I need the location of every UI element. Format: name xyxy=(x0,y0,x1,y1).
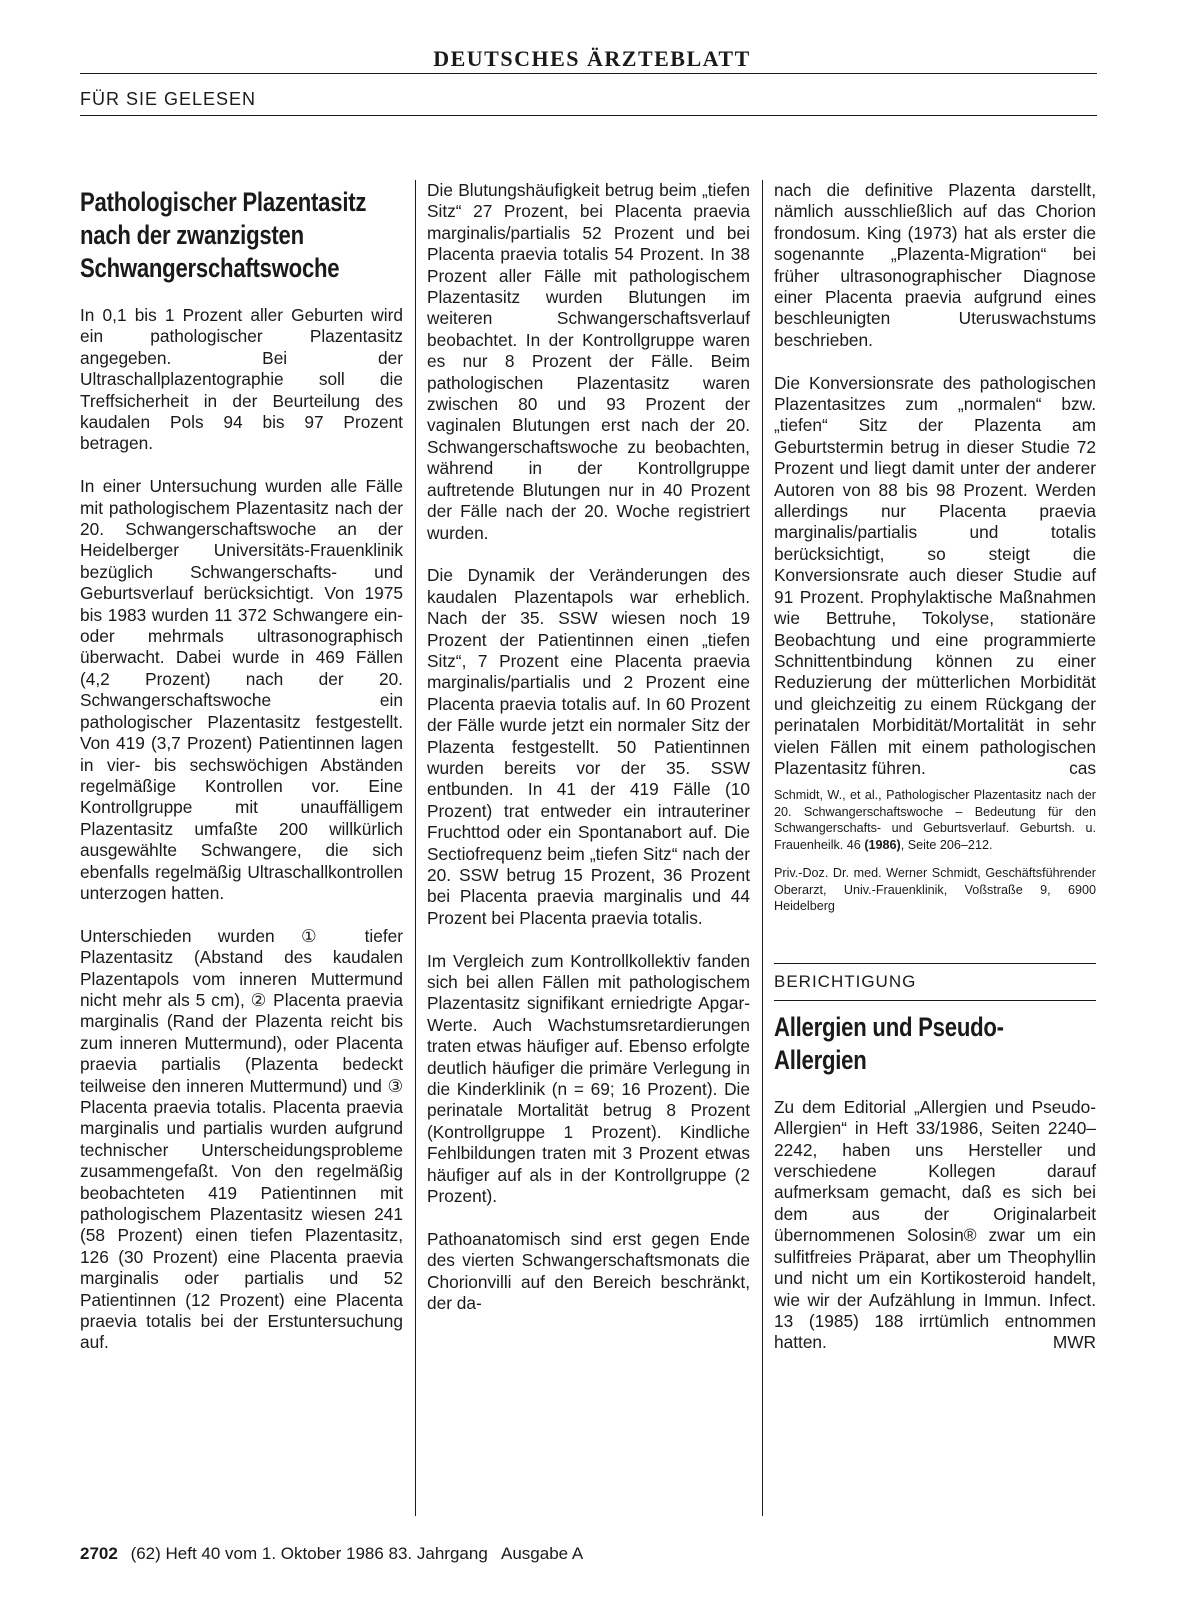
article-column-1 xyxy=(80,180,403,1375)
header-rule-bottom xyxy=(80,115,1097,116)
correction-body xyxy=(774,1097,1096,1354)
correction-label: BERICHTIGUNG xyxy=(774,971,917,991)
page-number: 2702 xyxy=(80,1544,118,1563)
reference-pages: , Seite 206–212. xyxy=(900,837,993,852)
column-divider-1 xyxy=(415,180,416,1516)
reference-text: Schmidt, W., et al., Pathologischer Plazentasitz nach der 20. Schwangerschaftswoche – Bedeutung für den Schwangerschafts- und Geburtsverlauf. Geburtsh. u. Frauenheilk. 46 xyxy=(774,788,1096,852)
article-paragraph-text: Die Konversionsrate des pathologischen Plazentasitzes zum „normalen“ bzw. „tiefen“ Sitz der Plazenta am Geburtstermin betrug in dieser Studie 72 Prozent und liegt damit unter der anderer Autoren von 88 bis 98 Prozent. Werden allerdings nur Placenta praevia marginalis/partialis und totalis berücksichtigt, so steigt die Konversionsrate auch dieser Studie auf 91 Prozent. Prophylaktische Maßnahmen wie Bettruhe, Tokolyse, stationäre Beobachtung und eine programmierte Schnittentbindung können zu einer Reduzierung der mütterlichen Morbidität und gleichzeitig zu einem Rückgang der perinatalen Morbidität/Mortalität in sehr vielen Fällen mit einem pathologischen Plazentasitz führen. xyxy=(774,372,1096,778)
article-paragraph: In einer Untersuchung wurden alle Fälle mit pathologischem Plazentasitz nach der 20. Schwangerschaftswoche an der Heidelberger Universitäts-Frauenklinik bezüglich Schwangerschafts- und Geburtsverlauf berücksichtigt. Von 1975 bis 1983 wurden 11 372 Schwangere ein- oder mehrmals ultrasonographisch überwacht. Dabei wurde in 469 Fällen (4,2 Prozent) nach der 20. Schwangerschaftswoche ein pathologischer Plazentasitz festgestellt. Von 419 (3,7 Prozent) Patientinnen lagen in vier- bis sechswöchigen Abständen regelmäßige Kontrollen vor. Eine Kontrollgruppe mit unauffälligem Plazentasitz umfaßte 200 willkürlich ausgewählte Schwangere, die sich ebenfalls regelmäßig Ultraschallkontrollen unterzogen hatten. xyxy=(80,476,403,903)
reference-year: (1986) xyxy=(864,837,901,852)
article-paragraph: Die Blutungshäufigkeit betrug beim „tiefen Sitz“ 27 Prozent, bei Placenta praevia marginalis/partialis 52 Prozent und bei Placenta praevia totalis 54 Prozent. In 38 Prozent aller Fälle mit pathologischem Plazentasitz wurden Blutungen im weiteren Schwangerschaftsverlauf beobachtet. In der Kontrollgruppe waren es nur 8 Prozent der Fälle. Beim pathologischen Plazentasitz waren zwischen 80 und 93 Prozent der vaginalen Blutungen erst nach der 20. Schwangerschaftswoche zu beobachten, während in der Kontrollgruppe auftretende Blutungen nur in 40 Prozent der Fälle nach der 20. Woche registriert wurden. xyxy=(427,180,750,543)
article-paragraph: Pathoanatomisch sind erst gegen Ende des vierten Schwangerschaftsmonats die Chorionvilli auf den Bereich beschränkt, der da- xyxy=(427,1228,750,1314)
masthead: DEUTSCHES ÄRZTEBLATT xyxy=(433,46,751,71)
article-title: Pathologischer Plazentasitz nach der zwanzigsten Schwangerschaftswoche xyxy=(80,187,367,283)
header-rule-top xyxy=(80,73,1097,74)
article-paragraph: Unterschieden wurden ① tiefer Plazentasitz (Abstand des kaudalen Plazentapols vom inneren Muttermund nicht mehr als 5 cm), ② Placenta praevia marginalis (Rand der Plazenta reicht bis zum inneren Muttermund), oder Placenta praevia partialis (Plazenta bedeckt teilweise den inneren Muttermund) und ③ Placenta praevia totalis. Placenta praevia marginalis und partialis wurden aufgrund technischer Unterscheidungsprobleme zusammengefaßt. Von den regelmäßig beobachteten 419 Patientinnen mit pathologischem Plazentasitz wiesen 241 (58 Prozent) einen tiefen Plazentasitz, 126 (30 Prozent) eine Placenta praevia marginalis oder partialis und 52 Patientinnen (12 Prozent) eine Placenta praevia totalis bei der Erstuntersuchung auf. xyxy=(80,925,403,1353)
page-footer xyxy=(80,1544,583,1564)
author-address: Priv.-Doz. Dr. med. Werner Schmidt, Geschäftsführender Oberarzt, Univ.-Frauenklinik, Voßstraße 9, 6900 Heidelberg xyxy=(774,866,1096,914)
column-divider-2 xyxy=(762,180,763,1516)
correction-text: Zu dem Editorial „Allergien und Pseudo-Allergien“ in Heft 33/1986, Seiten 2240–2242, haben uns Hersteller und verschiedene Kollegen darauf aufmerksam gemacht, daß es sich bei dem aus der Originalarbeit übernommenen Solosin® zwar um ein sulfitfreies Präparat, aber um Theophyllin und nicht um ein Kortikosteroid handelt, wie wir der Aufzählung in Immun. Infect. 13 (1985) 188 irrtümlich entnommen hatten. xyxy=(774,1096,1096,1353)
issue-info: (62) Heft 40 vom 1. Oktober 1986 83. Jahrgang Ausgabe A xyxy=(130,1544,584,1563)
article-paragraph-signed xyxy=(774,373,1096,780)
correction-rule-bottom xyxy=(774,1000,1096,1001)
section-label: FÜR SIE GELESEN xyxy=(80,89,257,109)
article-paragraph: In 0,1 bis 1 Prozent aller Geburten wird ein pathologischer Plazentasitz angegeben. Bei der Ultraschallplazentographie soll die Treffsicherheit in der Beurteilung des kaudalen Pols 94 bis 97 Prozent betragen. xyxy=(80,305,403,454)
author-initials: cas xyxy=(1069,757,1096,778)
article-column-3 xyxy=(774,180,1096,1375)
article-paragraph: Die Dynamik der Veränderungen des kaudalen Plazentapols war erheblich. Nach der 35. SSW wiesen noch 19 Prozent der Patientinnen einen „tiefen Sitz“, 7 Prozent eine Placenta praevia marginalis/partialis und 2 Prozent eine Placenta praevia totalis auf. In 60 Prozent der Fälle wurde jetzt ein normaler Sitz der Plazenta festgestellt. 50 Patientinnen wurden bereits vor der 35. SSW entbunden. In 41 der 419 Fälle (10 Prozent) trat entweder ein intrauteriner Fruchttod oder ein Spontanabort auf. Die Sectiofrequenz beim „tiefen Sitz“ nach der 20. SSW betrug 15 Prozent, 36 Prozent bei Placenta praevia marginalis und 44 Prozent bei Placenta praevia totalis. xyxy=(427,565,750,928)
reference xyxy=(774,787,1096,853)
article-column-2 xyxy=(427,180,750,1336)
correction-signature: MWR xyxy=(1052,1332,1096,1353)
correction-title: Allergien und Pseudo-Allergien xyxy=(774,1011,1004,1075)
article-paragraph: nach die definitive Plazenta darstellt, nämlich ausschließlich auf das Chorion frondosum. King (1973) hat als erster die sogenannte „Plazenta-Migration“ bei früher ultrasonographischer Diagnose einer Placenta praevia aufgrund eines beschleunigten Uteruswachstums beschrieben. xyxy=(774,180,1096,350)
correction-rule-top xyxy=(774,963,1096,964)
article-paragraph: Im Vergleich zum Kontrollkollektiv fanden sich bei allen Fällen mit pathologischem Plazentasitz signifikant erniedrigte Apgar-Werte. Auch Wachstumsretardierungen traten etwas häufiger auf. Ebenso erfolgte deutlich häufiger die primäre Verlegung in die Kinderklinik (n = 69; 16 Prozent). Die perinatale Mortalität betrug 8 Prozent (Kontrollgruppe 1 Prozent). Kindliche Fehlbildungen traten mit 3 Prozent etwas häufiger auf als in der Kontrollgruppe (2 Prozent). xyxy=(427,950,750,1207)
